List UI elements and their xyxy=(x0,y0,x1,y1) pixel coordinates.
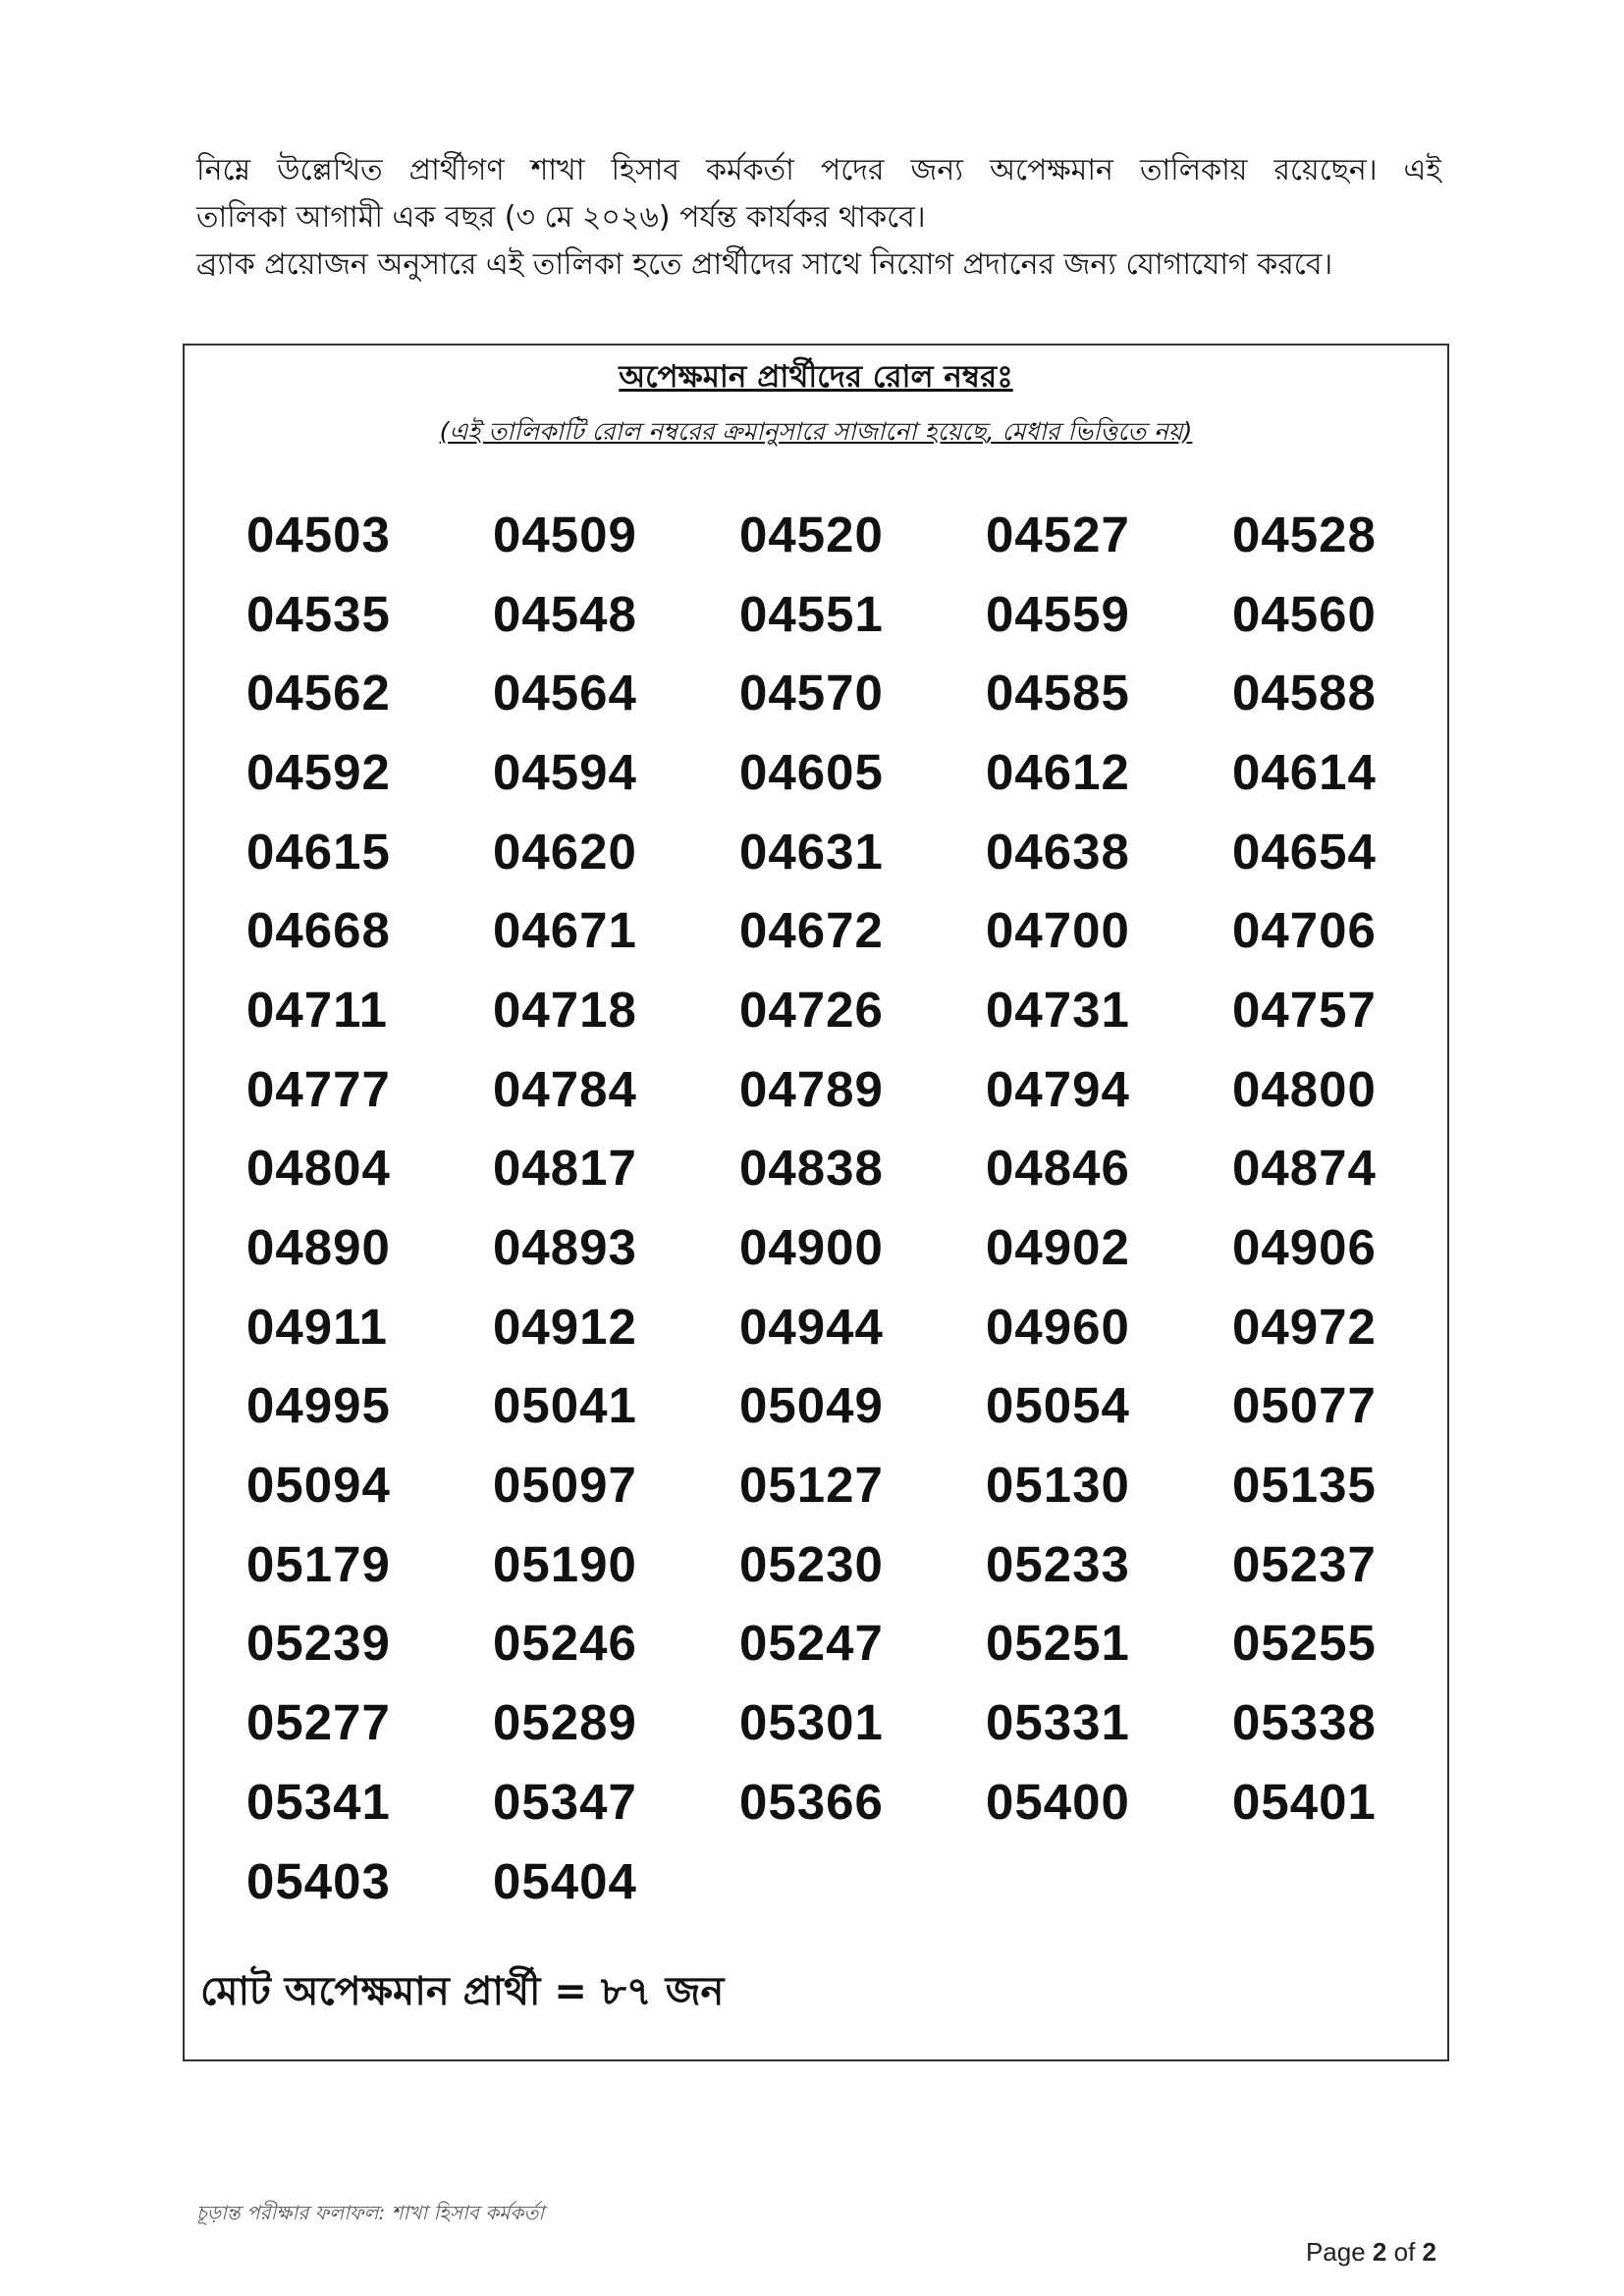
roll-number: 04838 xyxy=(739,1140,884,1197)
roll-number: 04784 xyxy=(493,1060,637,1117)
page-current: 2 xyxy=(1372,2237,1387,2267)
roll-number: 04594 xyxy=(493,743,637,800)
roll-number: 04588 xyxy=(1232,665,1377,721)
roll-number: 04706 xyxy=(1232,902,1377,959)
roll-number: 04794 xyxy=(986,1060,1130,1117)
roll-number: 04789 xyxy=(739,1060,884,1117)
roll-number: 04605 xyxy=(739,743,884,800)
roll-number: 04900 xyxy=(739,1219,884,1276)
roll-number: 05331 xyxy=(986,1694,1130,1751)
roll-number: 04620 xyxy=(493,823,637,880)
roll-number: 04654 xyxy=(1232,823,1377,880)
intro-paragraph xyxy=(196,147,1441,289)
roll-number: 05289 xyxy=(493,1694,637,1751)
roll-number: 05338 xyxy=(1232,1694,1377,1751)
roll-number: 04520 xyxy=(739,506,884,562)
roll-number: 05404 xyxy=(493,1852,637,1909)
roll-number: 05041 xyxy=(493,1377,637,1434)
roll-number: 05135 xyxy=(1232,1457,1377,1514)
roll-number: 05401 xyxy=(1232,1773,1377,1830)
waiting-list-box xyxy=(183,344,1449,2061)
page-prefix: Page xyxy=(1305,2237,1373,2267)
roll-number: 04503 xyxy=(246,506,391,562)
roll-number: 04527 xyxy=(986,506,1130,562)
roll-number: 04638 xyxy=(986,823,1130,880)
roll-number: 04551 xyxy=(739,585,884,642)
roll-number: 05247 xyxy=(739,1615,884,1672)
roll-number: 05179 xyxy=(246,1535,391,1592)
roll-number: 04777 xyxy=(246,1060,391,1117)
page-mid: of xyxy=(1386,2237,1423,2267)
page-number xyxy=(1306,2237,1436,2268)
page-total: 2 xyxy=(1422,2237,1436,2267)
roll-number: 04548 xyxy=(493,585,637,642)
roll-number: 05190 xyxy=(493,1535,637,1592)
roll-number: 04631 xyxy=(739,823,884,880)
roll-number: 04528 xyxy=(1232,506,1377,562)
roll-number: 04671 xyxy=(493,902,637,959)
roll-number: 05277 xyxy=(246,1694,391,1751)
roll-number: 04893 xyxy=(493,1219,637,1276)
roll-number: 04804 xyxy=(246,1140,391,1197)
roll-number: 05054 xyxy=(986,1377,1130,1434)
roll-number: 04718 xyxy=(493,981,637,1038)
roll-number: 04562 xyxy=(246,665,391,721)
roll-number: 05341 xyxy=(246,1773,391,1830)
roll-number: 04902 xyxy=(986,1219,1130,1276)
roll-number: 05400 xyxy=(986,1773,1130,1830)
footer-caption: চূড়ান্ত পরীক্ষার ফলাফল: শাখা হিসাব কর্মকর্তা xyxy=(196,2201,545,2224)
roll-number: 05077 xyxy=(1232,1377,1377,1434)
roll-number: 04757 xyxy=(1232,981,1377,1038)
roll-number: 04731 xyxy=(986,981,1130,1038)
roll-number: 04995 xyxy=(246,1377,391,1434)
roll-number: 04585 xyxy=(986,665,1130,721)
roll-number: 04672 xyxy=(739,902,884,959)
roll-number: 04560 xyxy=(1232,585,1377,642)
roll-number: 05097 xyxy=(493,1457,637,1514)
roll-number: 04846 xyxy=(986,1140,1130,1197)
roll-number: 04800 xyxy=(1232,1060,1377,1117)
roll-number-grid xyxy=(246,495,1395,1920)
list-title: অপেক্ষমান প্রার্থীদের রোল নম্বরঃ xyxy=(619,359,1013,395)
roll-number: 04668 xyxy=(246,902,391,959)
roll-number: 04509 xyxy=(493,506,637,562)
roll-number: 04726 xyxy=(739,981,884,1038)
roll-number: 04615 xyxy=(246,823,391,880)
roll-number: 05301 xyxy=(739,1694,884,1751)
roll-number: 04592 xyxy=(246,743,391,800)
roll-number: 05347 xyxy=(493,1773,637,1830)
roll-number: 04972 xyxy=(1232,1298,1377,1355)
intro-line-1: নিম্নে উল্লেখিত প্রার্থীগণ শাখা হিসাব কর্মকর্তা পদের জন্য অপেক্ষমান তালিকায় রয়েছেন। এই xyxy=(196,153,1441,187)
roll-number: 05255 xyxy=(1232,1615,1377,1672)
roll-number: 05251 xyxy=(986,1615,1130,1672)
intro-line-3: ব্র্যাক প্রয়োজন অনুসারে এই তালিকা হতে প্রার্থীদের সাথে নিয়োগ প্রদানের জন্য যোগাযোগ করবে। xyxy=(196,247,1333,282)
roll-number: 04535 xyxy=(246,585,391,642)
roll-number: 04874 xyxy=(1232,1140,1377,1197)
roll-number: 04700 xyxy=(986,902,1130,959)
roll-number: 04559 xyxy=(986,585,1130,642)
list-subtitle: (এই তালিকাটি রোল নম্বরের ক্রমানুসারে সাজানো হয়েছে, মেধার ভিত্তিতে নয়) xyxy=(439,417,1193,446)
roll-number: 04711 xyxy=(246,981,389,1038)
roll-number: 05230 xyxy=(739,1535,884,1592)
roll-number: 05127 xyxy=(739,1457,884,1514)
roll-number: 04912 xyxy=(493,1298,637,1355)
roll-number: 05246 xyxy=(493,1615,637,1672)
roll-number: 04890 xyxy=(246,1219,391,1276)
intro-line-2: তালিকা আগামী এক বছর (৩ মে ২০২৬) পর্যন্ত কার্যকর থাকবে। xyxy=(196,200,926,235)
roll-number: 05366 xyxy=(739,1773,884,1830)
roll-number: 04906 xyxy=(1232,1219,1377,1276)
roll-number: 05094 xyxy=(246,1457,391,1514)
roll-number: 04612 xyxy=(986,743,1130,800)
roll-number: 05130 xyxy=(986,1457,1130,1514)
roll-number: 04564 xyxy=(493,665,637,721)
roll-number: 04570 xyxy=(739,665,884,721)
total-count: মোট অপেক্ষমান প্রার্থী = ৮৭ জন xyxy=(200,1969,725,2014)
roll-number: 05049 xyxy=(739,1377,884,1434)
roll-number: 05239 xyxy=(246,1615,391,1672)
roll-number: 04614 xyxy=(1232,743,1377,800)
roll-number: 04944 xyxy=(739,1298,884,1355)
roll-number: 04911 xyxy=(246,1298,389,1355)
roll-number: 05233 xyxy=(986,1535,1130,1592)
roll-number: 05403 xyxy=(246,1852,391,1909)
roll-number: 04817 xyxy=(493,1140,637,1197)
roll-number: 04960 xyxy=(986,1298,1130,1355)
roll-number: 05237 xyxy=(1232,1535,1377,1592)
